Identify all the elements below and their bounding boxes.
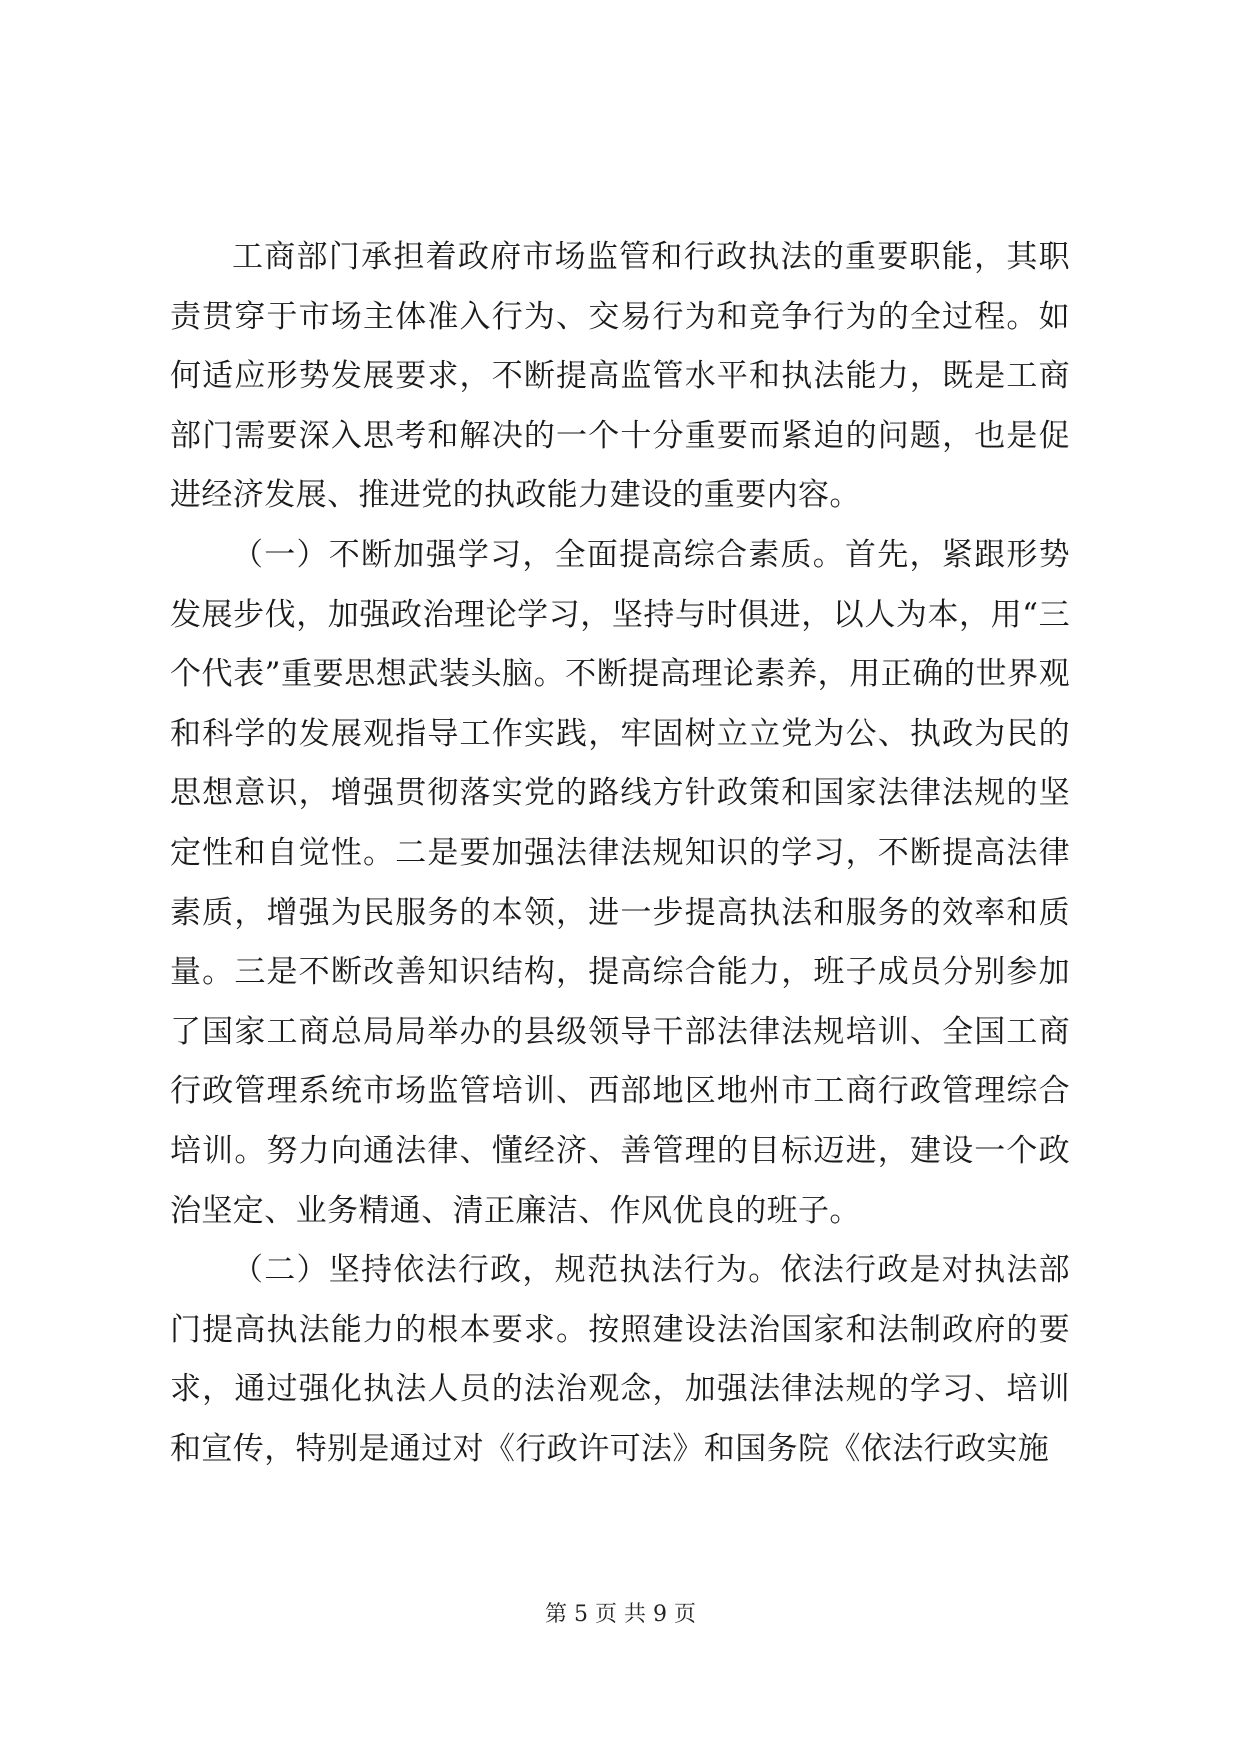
page-number-footer: 第 5 页 共 9 页 bbox=[545, 1602, 696, 1627]
paragraph-intro: 工商部门承担着政府市场监管和行政执法的重要职能，其职责贯穿于市场主体准入行为、交易行为和竞争行为的全过程。如何适应形势发展要求，不断提高监管水平和执法能力，既是工商部门需要深入思考和解决的一个十分重要而紧迫的问题，也是促进经济发展、推进党的执政能力建设的重要内容。 bbox=[170, 239, 1070, 514]
paragraph-section-two: （二）坚持依法行政，规范执法行为。依法行政是对执法部门提高执法能力的根本要求。按照建设法治国家和法制政府的要求，通过强化执法人员的法治观念，加强法律法规的学习、培训和宣传，特别是通过对《行政许可法》和国务院《依法行政实施 bbox=[170, 1252, 1070, 1467]
document-body bbox=[170, 228, 1070, 1479]
paragraph-section-one: （一）不断加强学习，全面提高综合素质。首先，紧跟形势发展步伐，加强政治理论学习，坚持与时俱进，以人为本，用“三个代表”重要思想武装头脑。不断提高理论素养，用正确的世界观和科学的发展观指导工作实践，牢固树立立党为公、执政为民的思想意识，增强贯彻落实党的路线方针政策和国家法律法规的坚定性和自觉性。二是要加强法律法规知识的学习，不断提高法律素质，增强为民服务的本领，进一步提高执法和服务的效率和质量。三是不断改善知识结构，提高综合能力，班子成员分别参加了国家工商总局局举办的县级领导干部法律法规培训、全国工商行政管理系统市场监管培训、西部地区地州市工商行政管理综合培训。努力向通法律、懂经济、善管理的目标迈进，建设一个政治坚定、业务精通、清正廉洁、作风优良的班子。 bbox=[170, 536, 1070, 1229]
